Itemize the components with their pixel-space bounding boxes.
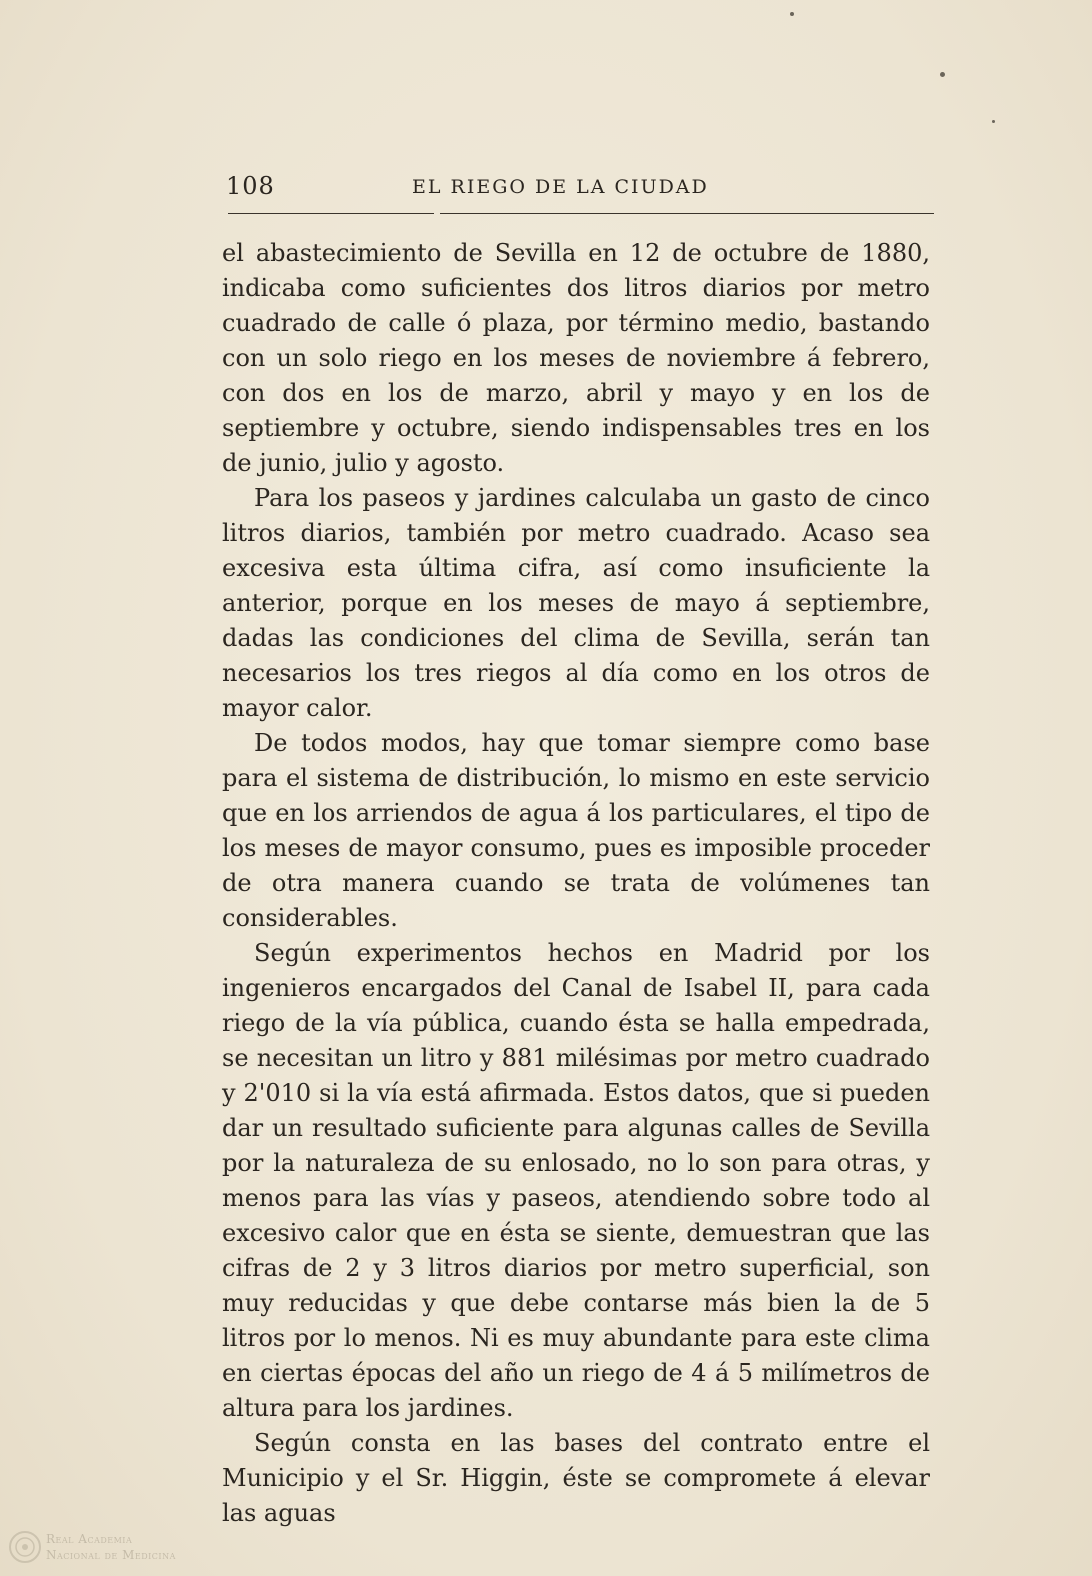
paragraph-5: Según consta en las bases del contrato entre el Municipio y el Sr. Higgin, éste se compromete á elevar las aguas	[222, 1429, 930, 1527]
header-rule-left	[228, 213, 434, 214]
watermark-line-1: Real Academia	[46, 1532, 133, 1546]
library-watermark	[8, 1530, 208, 1570]
page-number: 108	[226, 172, 275, 200]
paper-speck	[940, 72, 945, 77]
header-rule-right	[440, 213, 934, 214]
paper-speck	[992, 120, 995, 123]
seal-icon	[8, 1530, 42, 1564]
paragraph-3: De todos modos, hay que tomar siempre como base para el sistema de distribución, lo mismo en este servicio que en los arriendos de agua á los particulares, el tipo de los meses de mayor consumo, pues es imposible proceder de otra manera cuando se trata de volúmenes tan considerables.	[222, 729, 930, 932]
paragraph-2: Para los paseos y jardines calculaba un gasto de cinco litros diarios, también por metro cuadrado. Acaso sea excesiva esta última cifra, así como insuficiente la anterior, porque en los meses de mayo á septiembre, dadas las condiciones del clima de Sevilla, serán tan necesarios los tres riegos al día como en los otros de mayor calor.	[222, 484, 930, 722]
paper-speck	[790, 12, 794, 16]
paragraph-4: Según experimentos hechos en Madrid por los ingenieros encargados del Canal de Isabel II, para cada riego de la vía pública, cuando ésta se halla empedrada, se necesitan un litro y 881 milésimas por metro cuadrado y 2'010 si la vía está afirmada. Estos datos, que si pueden dar un resultado suficiente para algunas calles de Sevilla por la naturaleza de su enlosado, no lo son para otras, y menos para las vías y paseos, atendiendo sobre todo al excesivo calor que en ésta se siente, demuestran que las cifras de 2 y 3 litros diarios por metro superficial, son muy reducidas y que debe contarse más bien la de 5 litros por lo menos. Ni es muy abundante para este clima en ciertas épocas del año un riego de 4 á 5 milímetros de altura para los jardines.	[222, 939, 930, 1422]
running-title: EL RIEGO DE LA CIUDAD	[412, 176, 709, 198]
paragraph-1: el abastecimiento de Sevilla en 12 de octubre de 1880, indicaba como suficientes dos litros diarios por metro cuadrado de calle ó plaza, por término medio, bastando con un solo riego en los meses de noviembre á febrero, con dos en los de marzo, abril y mayo y en los de septiembre y octubre, siendo indispensables tres en los de junio, julio y agosto.	[222, 239, 930, 477]
page-header	[226, 168, 936, 208]
watermark-line-2: Nacional de Medicina	[46, 1548, 176, 1562]
body-text	[222, 236, 930, 1531]
